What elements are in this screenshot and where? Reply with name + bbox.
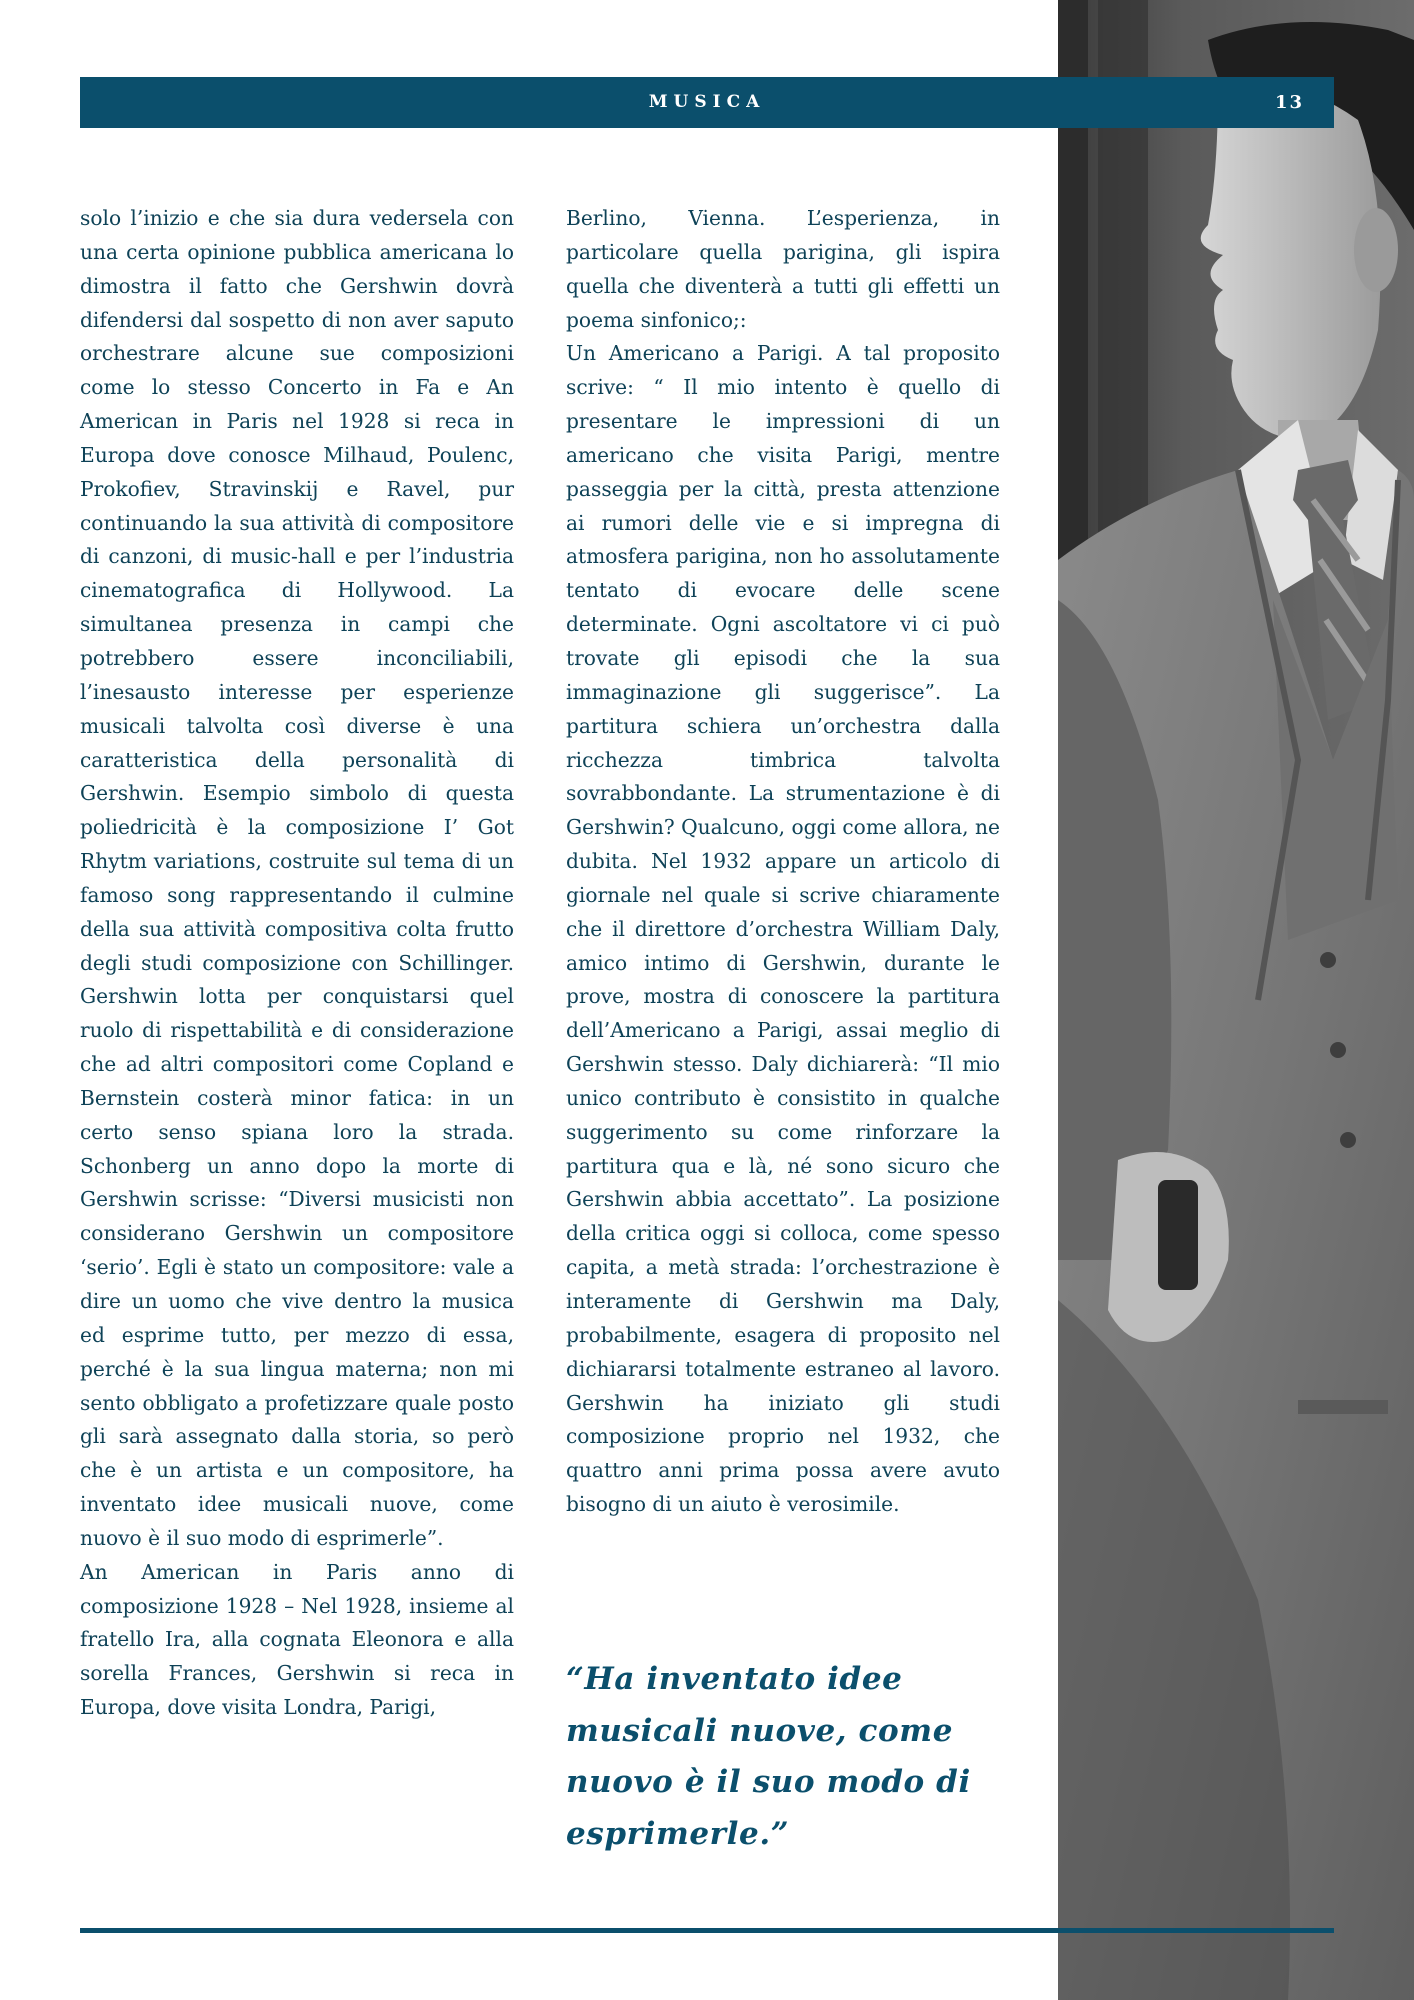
article-paragraph: Berlino, Vienna. L’esperienza, in particolare quella parigina, gli ispira quella che diventerà a tutti gli effetti un poema sinfonico;: [566, 206, 1000, 332]
portrait-photo [1058, 0, 1414, 2000]
article-column-right [566, 202, 1000, 1522]
footer-rule [80, 1928, 1334, 1933]
section-title: MUSICA [648, 92, 766, 112]
article-column-left [80, 202, 514, 1725]
article-paragraph: An American in Paris anno di composizione 1928 – Nel 1928, insieme al fratello Ira, alla cognata Eleonora e alla sorella Frances, Gershwin si reca in Europa, dove visita Londra, Parigi, [80, 1559, 514, 1720]
page-number: 13 [1274, 92, 1304, 113]
header-band [80, 77, 1334, 128]
article-paragraph: solo l’inizio e che sia dura vedersela con una certa opinione pubblica americana lo dimostra il fatto che Gershwin dovrà difendersi dal sospetto di non aver saputo orchestrare alcune sue composizioni come lo stesso Concerto in Fa e An American in Paris nel 1928 si reca in Europa dove conosce Milhaud, Poulenc, Prokofiev, Stravinskij e Ravel, pur continuando la sua attività di compositore di canzoni, di music-hall e per l’industria cinematografica di Hollywood. La simultanea presenza in campi che potrebbero essere inconciliabili, l’inesausto interesse per esperienze musicali talvolta così diverse è una caratteristica della personalità di Gershwin. Esempio simbolo di questa poliedricità è la composizione I’ Got Rhytm variations, costruite sul tema di un famoso song rappresentando il culmine della sua attività compositiva colta frutto degli studi composizione con Schillinger. Gershwin lotta per conquistarsi quel ruolo di rispettabilità e di considerazione che ad altri compositori come Copland e Bernstein costerà minor fatica: in un certo senso spiana loro la strada. Schonberg un anno dopo la morte di Gershwin scrisse: “Diversi musicisti non considerano Gershwin un compositore ‘serio’. Egli è stato un compositore: vale a dire un uomo che vive dentro la musica ed esprime tutto, per mezzo di essa, perché è la sua lingua materna; non mi sento obbligato a profetizzare quale posto gli sarà assegnato dalla storia, so però che è un artista e un compositore, ha inventato idee musicali nuove, come nuovo è il suo modo di esprimerle”. [80, 206, 514, 1550]
pull-quote: “Ha inventato idee musicali nuove, come nuovo è il suo modo di esprimerle.” [566, 1661, 971, 1852]
article-paragraph: Un Americano a Parigi. A tal proposito scrive: “ Il mio intento è quello di presentare le impressioni di un americano che visita Parigi, mentre passeggia per la città, presta attenzione ai rumori delle vie e si impregna di atmosfera parigina, non ho assolutamente tentato di evocare delle scene determinate. Ogni ascoltatore vi ci può trovate gli episodi che la sua immaginazione gli suggerisce”. La partitura schiera un’orchestra dalla ricchezza timbrica talvolta sovrabbondante. La strumentazione è di Gershwin? Qualcuno, oggi come allora, ne dubita. Nel 1932 appare un articolo di giornale nel quale si scrive chiaramente che il direttore d’orchestra William Daly, amico intimo di Gershwin, durante le prove, mostra di conoscere la partitura dell’Americano a Parigi, assai meglio di Gershwin stesso. Daly dichiarerà: “Il mio unico contributo è consistito in qualche suggerimento su come rinforzare la partitura qua e là, né sono sicuro che Gershwin abbia accettato”. La posizione della critica oggi si colloca, come spesso capita, a metà strada: l’orchestrazione è interamente di Gershwin ma Daly, probabilmente, esagera di proposito nel dichiararsi totalmente estraneo al lavoro. Gershwin ha iniziato gli studi composizione proprio nel 1932, che quattro anni prima possa avere avuto bisogno di un aiuto è verosimile. [566, 341, 1000, 1517]
